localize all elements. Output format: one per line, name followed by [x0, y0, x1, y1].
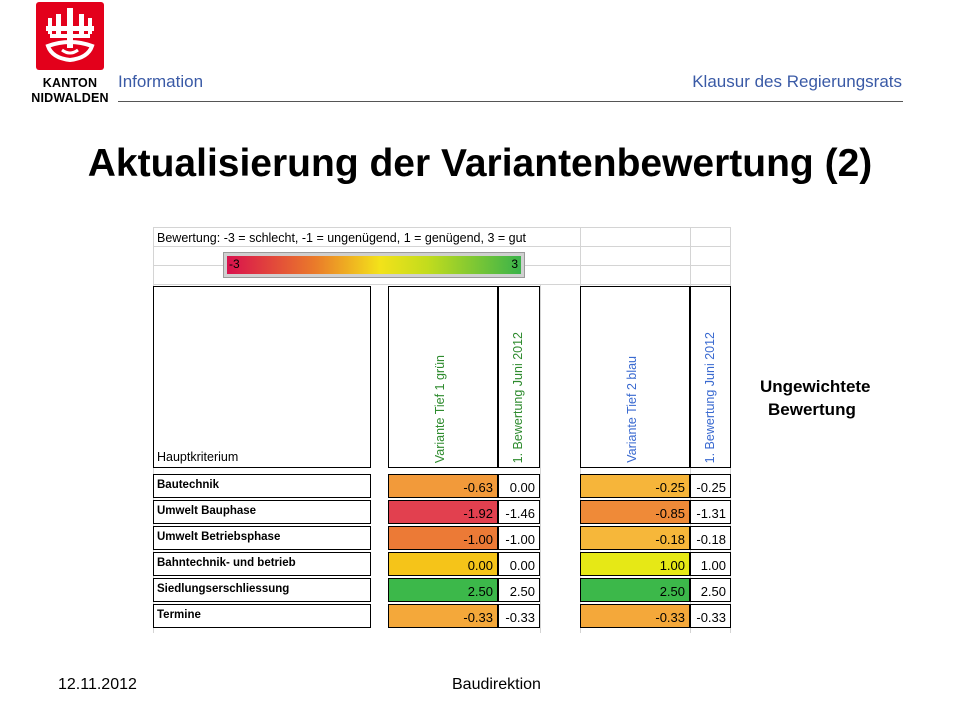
rating1-value-cell: 0.00 — [498, 474, 540, 498]
criterion-cell: Umwelt Bauphase — [153, 500, 371, 524]
rating1-value-cell: -1.00 — [498, 526, 540, 550]
criterion-cell: Termine — [153, 604, 371, 628]
variant1-header-label: Variante Tief 1 grün — [433, 354, 447, 463]
rating2-header-label: 1. Bewertung Juni 2012 — [703, 331, 717, 463]
kanton-nidwalden-logo — [30, 2, 110, 120]
legend-max-label: 3 — [511, 257, 518, 271]
gridline — [153, 284, 731, 285]
header-event-label: Klausur des Regierungsrats — [692, 72, 902, 91]
gridline — [153, 227, 731, 228]
rating2-value-cell: -0.33 — [690, 604, 731, 628]
variant1-header-cell — [388, 286, 498, 468]
variant2-value-cell: -0.18 — [580, 526, 690, 550]
variant1-value-cell: -0.63 — [388, 474, 498, 498]
variant1-value-cell: -0.33 — [388, 604, 498, 628]
rating2-value-cell: -0.18 — [690, 526, 731, 550]
rating1-header-cell — [498, 286, 540, 468]
criterion-header-cell — [153, 286, 371, 468]
variant2-value-cell: 1.00 — [580, 552, 690, 576]
color-scale-gradient — [227, 256, 521, 274]
header-section-label: Information — [118, 72, 204, 91]
variant1-value-cell: 2.50 — [388, 578, 498, 602]
rating2-header-cell — [690, 286, 731, 468]
variant1-value-cell: -1.92 — [388, 500, 498, 524]
rating1-value-cell: -1.46 — [498, 500, 540, 524]
footer-department: Baudirektion — [452, 676, 541, 693]
legend-min-label: -3 — [229, 257, 240, 271]
header-divider — [118, 101, 903, 102]
criterion-cell: Bahntechnik- und betrieb — [153, 552, 371, 576]
rating-scale-note: Bewertung: -3 = schlecht, -1 = ungenügend, 1 = genügend, 3 = gut — [157, 231, 527, 245]
logo-text-nidwalden: NIDWALDEN — [31, 91, 109, 105]
variant1-value-cell: 0.00 — [388, 552, 498, 576]
rating2-value-cell: -1.31 — [690, 500, 731, 524]
evaluation-spreadsheet — [153, 227, 731, 633]
unweighted-rating-label — [760, 375, 871, 421]
footer-date: 12.11.2012 — [58, 676, 137, 693]
variant2-value-cell: 2.50 — [580, 578, 690, 602]
variant2-header-label: Variante Tief 2 blau — [625, 356, 639, 463]
coat-of-arms-icon — [36, 2, 104, 70]
rating1-value-cell: 2.50 — [498, 578, 540, 602]
rating1-header-label: 1. Bewertung Juni 2012 — [511, 331, 525, 463]
rating2-value-cell: 2.50 — [690, 578, 731, 602]
rating1-value-cell: -0.33 — [498, 604, 540, 628]
criterion-cell: Umwelt Betriebsphase — [153, 526, 371, 550]
variant2-value-cell: -0.85 — [580, 500, 690, 524]
gridline — [153, 246, 731, 247]
unweighted-rating-line2: Bewertung — [768, 400, 856, 419]
criterion-cell: Siedlungserschliessung — [153, 578, 371, 602]
variant2-value-cell: -0.25 — [580, 474, 690, 498]
unweighted-rating-line1: Ungewichtete — [760, 377, 871, 396]
rating2-value-cell: 1.00 — [690, 552, 731, 576]
color-scale-legend — [223, 252, 525, 278]
criterion-header-label: Hauptkriterium — [157, 450, 239, 464]
logo-text-kanton: KANTON — [42, 76, 98, 90]
variant2-header-cell — [580, 286, 690, 468]
variant2-value-cell: -0.33 — [580, 604, 690, 628]
gridline — [540, 284, 541, 633]
rating2-value-cell: -0.25 — [690, 474, 731, 498]
criterion-cell: Bautechnik — [153, 474, 371, 498]
variant1-value-cell: -1.00 — [388, 526, 498, 550]
slide-title: Aktualisierung der Variantenbewertung (2) — [87, 142, 873, 185]
rating1-value-cell: 0.00 — [498, 552, 540, 576]
